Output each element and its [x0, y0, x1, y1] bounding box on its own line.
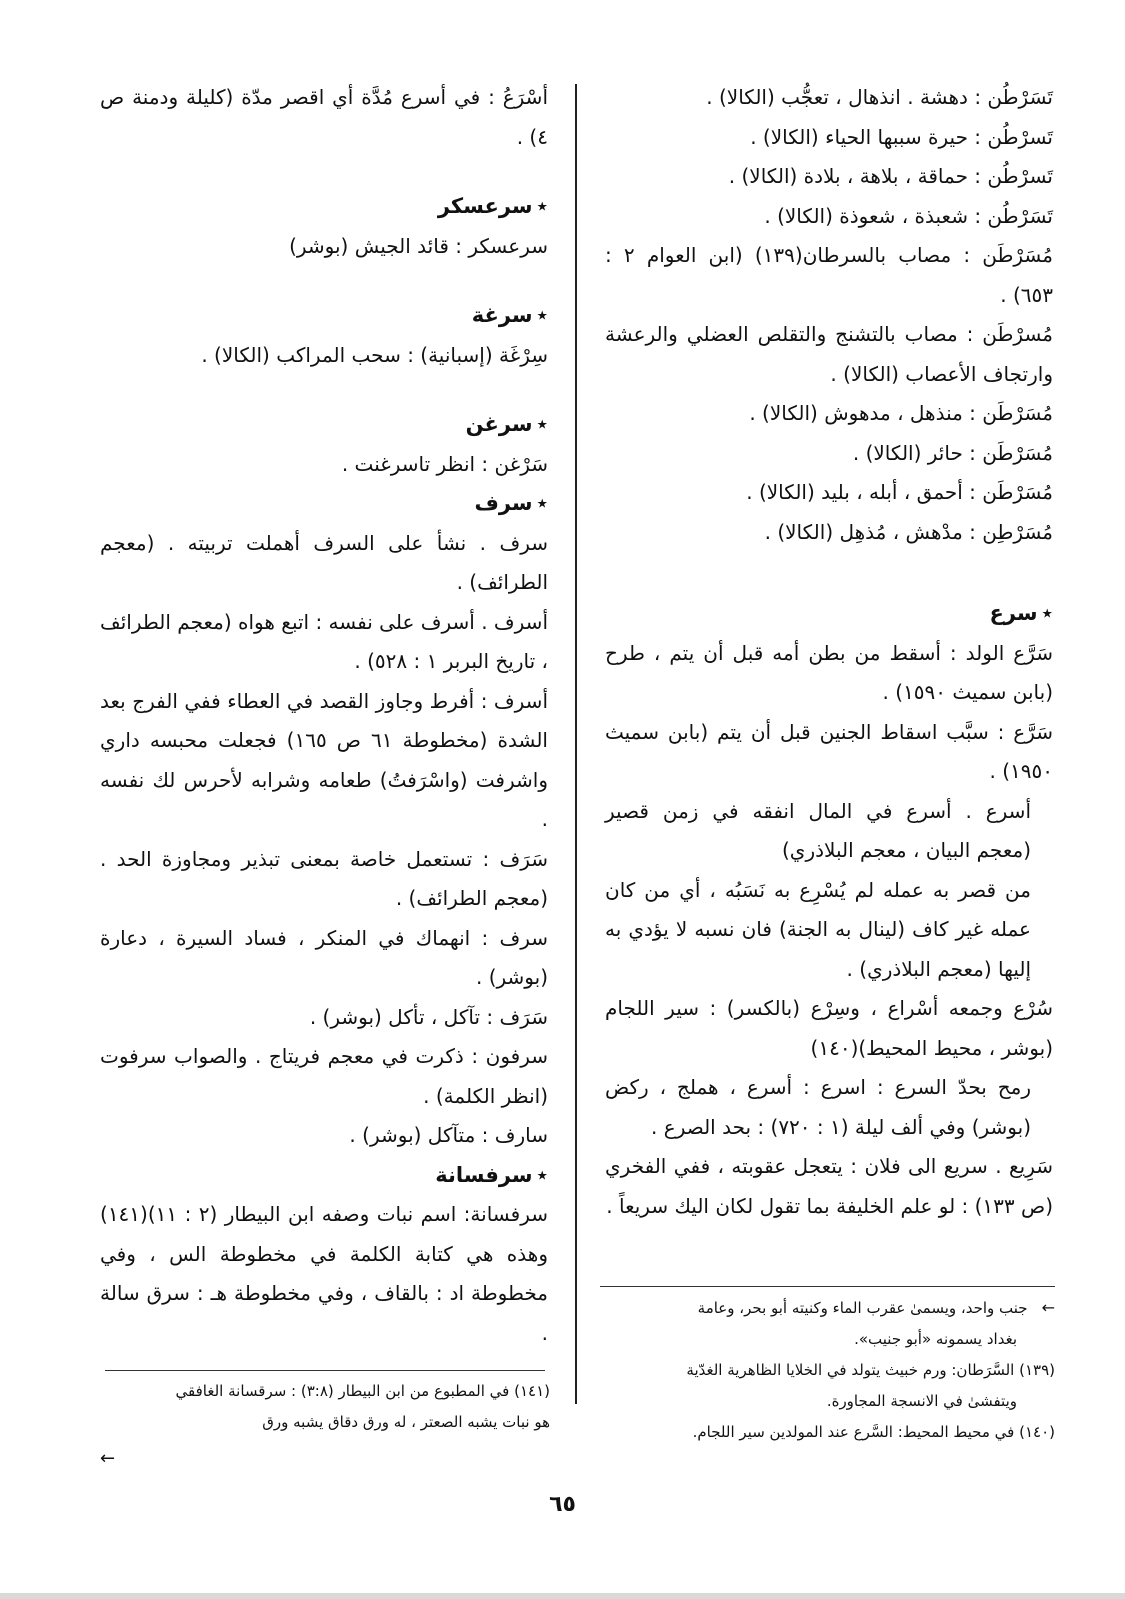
entry-asra-mudda: أسْرَعُ : في أسرع مُدَّة أي اقصر مدّة (كليلة ودمنة ص ٤) .	[100, 85, 548, 149]
heading-sarghan-text: سرغن	[465, 412, 533, 436]
entry-sir-al-lijam: سُرْع وجمعه أسْراع ، وسِرْع (بالكسر) : سير اللجام (بوشر ، محيط المحيط)(١٤٠)	[605, 996, 1053, 1060]
heading-sarfasana-text: سرفسانة	[435, 1162, 533, 1187]
entry-tasartun-1: تَسَرْطُن : دهشة . انذهال ، تعجُّب (الكالا) .	[706, 85, 1053, 109]
left-column	[100, 78, 548, 1353]
heading-marker: ٭	[536, 303, 548, 327]
footnotes-right	[600, 1292, 1055, 1448]
footnotes-left	[100, 1376, 550, 1438]
entry-asraf-1: أسرف . أسرف على نفسه : اتبع هواه (معجم الطرائف ، تاريخ البربر ١ : ٥٢٨) .	[100, 609, 548, 673]
entry-asra-fi-al-mal: أسرع . أسرع في المال انفقه في زمن قصير (معجم البيان ، معجم البلاذري)	[605, 798, 1031, 862]
heading-saraf-text: سرف	[474, 491, 533, 515]
column-divider	[575, 84, 577, 1404]
entry-saraf-2: سَرَف : تستعمل خاصة بمعنى تبذير ومجاوزة الحد . (معجم الطرائف) .	[100, 846, 548, 910]
entry-sarra: سَرَّع : سبَّب اسقاط الجنين قبل أن يتم (بابن سميث ١٩٥٠) .	[605, 719, 1053, 783]
entry-saraskar: سرعسكر : قائد الجيش (بوشر)	[289, 233, 548, 258]
entry-musartin-6: مُسَرْطِن : مدْهش ، مُذهِل (الكالا) .	[764, 519, 1053, 544]
footnote-139-line-1: (١٣٩) السَّرَطان: ورم خبيث يتولد في الخلايا الظاهرية الغدّية	[686, 1361, 1055, 1379]
heading-sarghan	[100, 405, 548, 445]
heading-sargha-text: سرغة	[471, 303, 533, 327]
entry-saraf-4: سَرَف : تآكل ، تأكل (بوشر) .	[309, 1004, 548, 1029]
heading-sargha	[100, 296, 548, 336]
entry-musartan-4: مُسَرْطَن : حائر (الكالا) .	[852, 440, 1053, 465]
entry-sarra-al-walad: سَرَّع الولد : أسقط من بطن أمه قبل أن يتم ، طرح (بابن سميث ١٥٩٠) .	[605, 640, 1053, 704]
footnote-141-line-1: (١٤١) في المطبوع من ابن البيطار (٣:٨) : سرقسانة الغافقي	[175, 1382, 550, 1400]
heading-saraf	[100, 484, 548, 524]
entry-sarif: سارف : متآكل (بوشر) .	[349, 1123, 548, 1147]
heading-saraskar-text: سرعسكر	[437, 194, 533, 218]
entry-musartan-3: مُسَرْطَن : منذهل ، مدهوش (الكالا) .	[749, 401, 1053, 425]
footnote-140: (١٤٠) في محيط المحيط: السَّرع عند المولدين سير اللجام.	[692, 1423, 1055, 1441]
heading-sara	[605, 594, 1053, 634]
heading-saraskar	[100, 187, 548, 227]
scan-edge	[0, 1593, 1125, 1599]
entry-tasartun-3: تَسرْطُن : حماقة ، بلاهة ، بلادة (الكالا) .	[728, 164, 1053, 188]
continuation-arrow-icon: ←	[1041, 1298, 1055, 1317]
entry-sarghan: سَرْغن : انظر تاسرغنت .	[341, 451, 548, 476]
entry-saraf-1: سرف . نشأ على السرف أهملت تربيته . (معجم الطرائف) .	[100, 530, 548, 594]
continuation-arrow-icon: ←	[100, 1448, 116, 1469]
footnote-continued-line-2: بغداد يسمونه «أبو جنيب».	[854, 1330, 1017, 1348]
entry-musartan-2: مُسرْطَن : مصاب بالتشنج والتقلص العضلي والرعشة وارتجاف الأعصاب (الكالا) .	[605, 322, 1053, 386]
section-gap	[605, 552, 1053, 594]
heading-marker: ٭	[1041, 601, 1053, 625]
footnote-continued-line-1	[600, 1292, 1055, 1324]
entry-saraf-3: سرف : انهماك في المنكر ، فساد السيرة ، دعارة (بوشر) .	[100, 925, 548, 989]
heading-marker: ٭	[536, 491, 548, 515]
heading-marker: ٭	[536, 194, 548, 218]
entry-musartan-5: مُسَرْطَن : أحمق ، أبله ، بليد (الكالا) .	[746, 480, 1053, 504]
heading-sarfasana	[100, 1156, 548, 1196]
heading-sara-text: سرع	[989, 601, 1038, 625]
entry-man-qassara: من قصر به عمله لم يُسْرِع به نَسَبُه ، أي من كان عمله غير كاف (لينال به الجنة) فان نسبه لا يؤدي به إليها (معجم البلاذري) .	[605, 877, 1031, 981]
page-number: ٦٥	[549, 1492, 576, 1517]
footnote-rule-left	[105, 1370, 545, 1371]
section-gap	[100, 157, 548, 187]
heading-marker: ٭	[536, 412, 548, 436]
entry-sarafun: سرفون : ذكرت في معجم فريتاج . والصواب سرفوت (انظر الكلمة) .	[100, 1044, 548, 1108]
entry-tasartun-2: تَسرْطُن : حيرة سببها الحياء (الكالا) .	[750, 124, 1053, 149]
entry-sargha: سِرْغَة (إسبانية) : سحب المراكب (الكالا) .	[201, 342, 548, 367]
footnote-continued-text-1: جنب واحد، ويسمىٰ عقرب الماء وكنيته أبو بحر، وعامة	[697, 1299, 1028, 1317]
footnote-139-line-2: ويتفشىٰ في الانسجة المجاورة.	[826, 1392, 1017, 1410]
footnote-141-line-2: هو نبات يشبه الصعتر ، له ورق دقاق يشبه ورق	[262, 1413, 550, 1431]
entry-sari: سَرِيع . سريع الى فلان : يتعجل عقوبته ، ففي الفخري (ص ١٣٣) : لو علم الخليفة بما تقول لكان اليك سريعاً .	[605, 1154, 1053, 1218]
entry-tasartun-4: تَسَرْطُن : شعبذة ، شعوذة (الكالا) .	[764, 203, 1053, 228]
footnote-rule-right	[600, 1286, 1055, 1287]
right-column	[605, 78, 1053, 1226]
entry-asraf-2: أسرف : أفرط وجاوز القصد في العطاء ففي الفرج بعد الشدة (مخطوطة ٦١ ص ١٦٥) فجعلت محبسه داري واشرفت (واسْرَفتُ) طعامه وشرابه لأحرس لك نفسه .	[100, 688, 548, 831]
section-gap	[100, 266, 548, 296]
entry-sarfasana: سرفسانة: اسم نبات وصفه ابن البيطار (٢ : ١١)(١٤١) وهذه هي كتابة الكلمة في مخطوطة الس ، وفي مخطوطة اد : بالقاف ، وفي مخطوطة هـ : سرق سالة .	[100, 1202, 549, 1345]
heading-marker: ٭	[536, 1162, 548, 1187]
entry-rumh: رمح بحدّ السرع : اسرع : أسرع ، هملج ، ركض (بوشر) وفي ألف ليلة (١ : ٧٢٠) : بحد الصرع .	[605, 1075, 1031, 1139]
entry-musartan-1: مُسَرْطَن : مصاب بالسرطان(١٣٩) (ابن العوام ٢ : ٦٥٣) .	[605, 243, 1053, 307]
section-gap	[100, 375, 548, 405]
